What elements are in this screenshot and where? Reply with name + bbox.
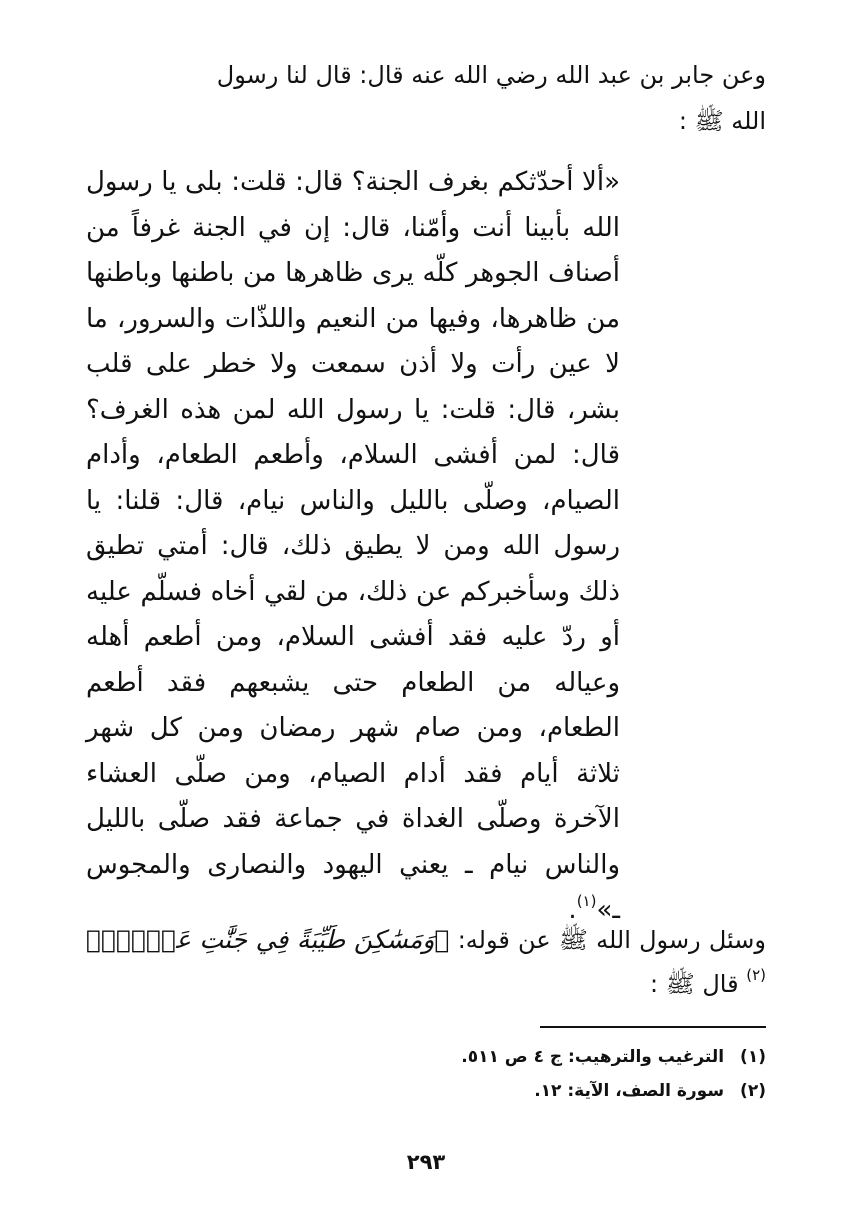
closing-paragraph xyxy=(86,918,766,1006)
footnote-2 xyxy=(300,1074,766,1108)
closing-before: وسئل رسول الله ﷺ عن قوله: xyxy=(457,926,766,954)
page-number: ٢٩٣ xyxy=(406,1150,446,1174)
footnote-divider xyxy=(540,1026,766,1028)
hadith-end: . xyxy=(568,895,577,925)
intro-paragraph xyxy=(86,52,766,144)
hadith-paragraph xyxy=(86,160,620,934)
intro-line-2: الله ﷺ : xyxy=(678,107,766,135)
footnote-ref-1[interactable]: (١) xyxy=(576,892,597,910)
quran-verse: ﴿وَمَسَٰكِنَ طَيِّبَةً فِي جَنَّٰتِ عَدۡنٍۚ﴾ xyxy=(86,925,450,954)
intro-line-1: وعن جابر بن عبد الله رضي الله عنه قال: قال لنا رسول xyxy=(216,61,766,89)
footnote-1 xyxy=(300,1040,766,1074)
footnote-ref-2[interactable]: (٢) xyxy=(746,966,766,984)
footnotes xyxy=(300,1040,766,1108)
closing-after: قال ﷺ : xyxy=(650,970,739,998)
footnote-text: سورة الصف، الآية: ١٢. xyxy=(534,1081,725,1101)
hadith-text: «ألا أحدّثكم بغرف الجنة؟ قال: قلت: بلى يا رسول الله بأبينا أنت وأمّنا، قال: إن في الجنة غرفاً من أصناف الجوهر كلّه يرى ظاهرها من باطنها وباطنها من ظاهرها، وفيها من النعيم واللذّات والسرور، ما لا عين رأت ولا أذن سمعت ولا خطر على قلب بشر، قال: قلت: يا رسول الله لمن هذه الغرف؟ قال: لمن أفشى السلام، وأطعم الطعام، وأدام الصيام، وصلّى بالليل والناس نيام، قال: قلنا: يا رسول الله ومن لا يطيق ذلك، قال: أمتي تطيق ذلك وسأخبركم عن ذلك، من لقي أخاه فسلّم عليه أو ردّ عليه فقد أفشى السلام، ومن أطعم أهله وعياله من الطعام حتى يشبعهم فقد أطعم الطعام، ومن صام شهر رمضان ومن كل شهر ثلاثة أيام فقد أدام الصيام، ومن صلّى العشاء الآخرة وصلّى الغداة في جماعة فقد صلّى بالليل والناس نيام ـ يعني اليهود والنصارى والمجوس ـ» xyxy=(86,167,620,925)
footnote-number: (٢) xyxy=(740,1081,766,1101)
footnote-text: الترغيب والترهيب: ج ٤ ص ٥١١. xyxy=(461,1047,725,1067)
footnote-number: (١) xyxy=(740,1047,766,1067)
